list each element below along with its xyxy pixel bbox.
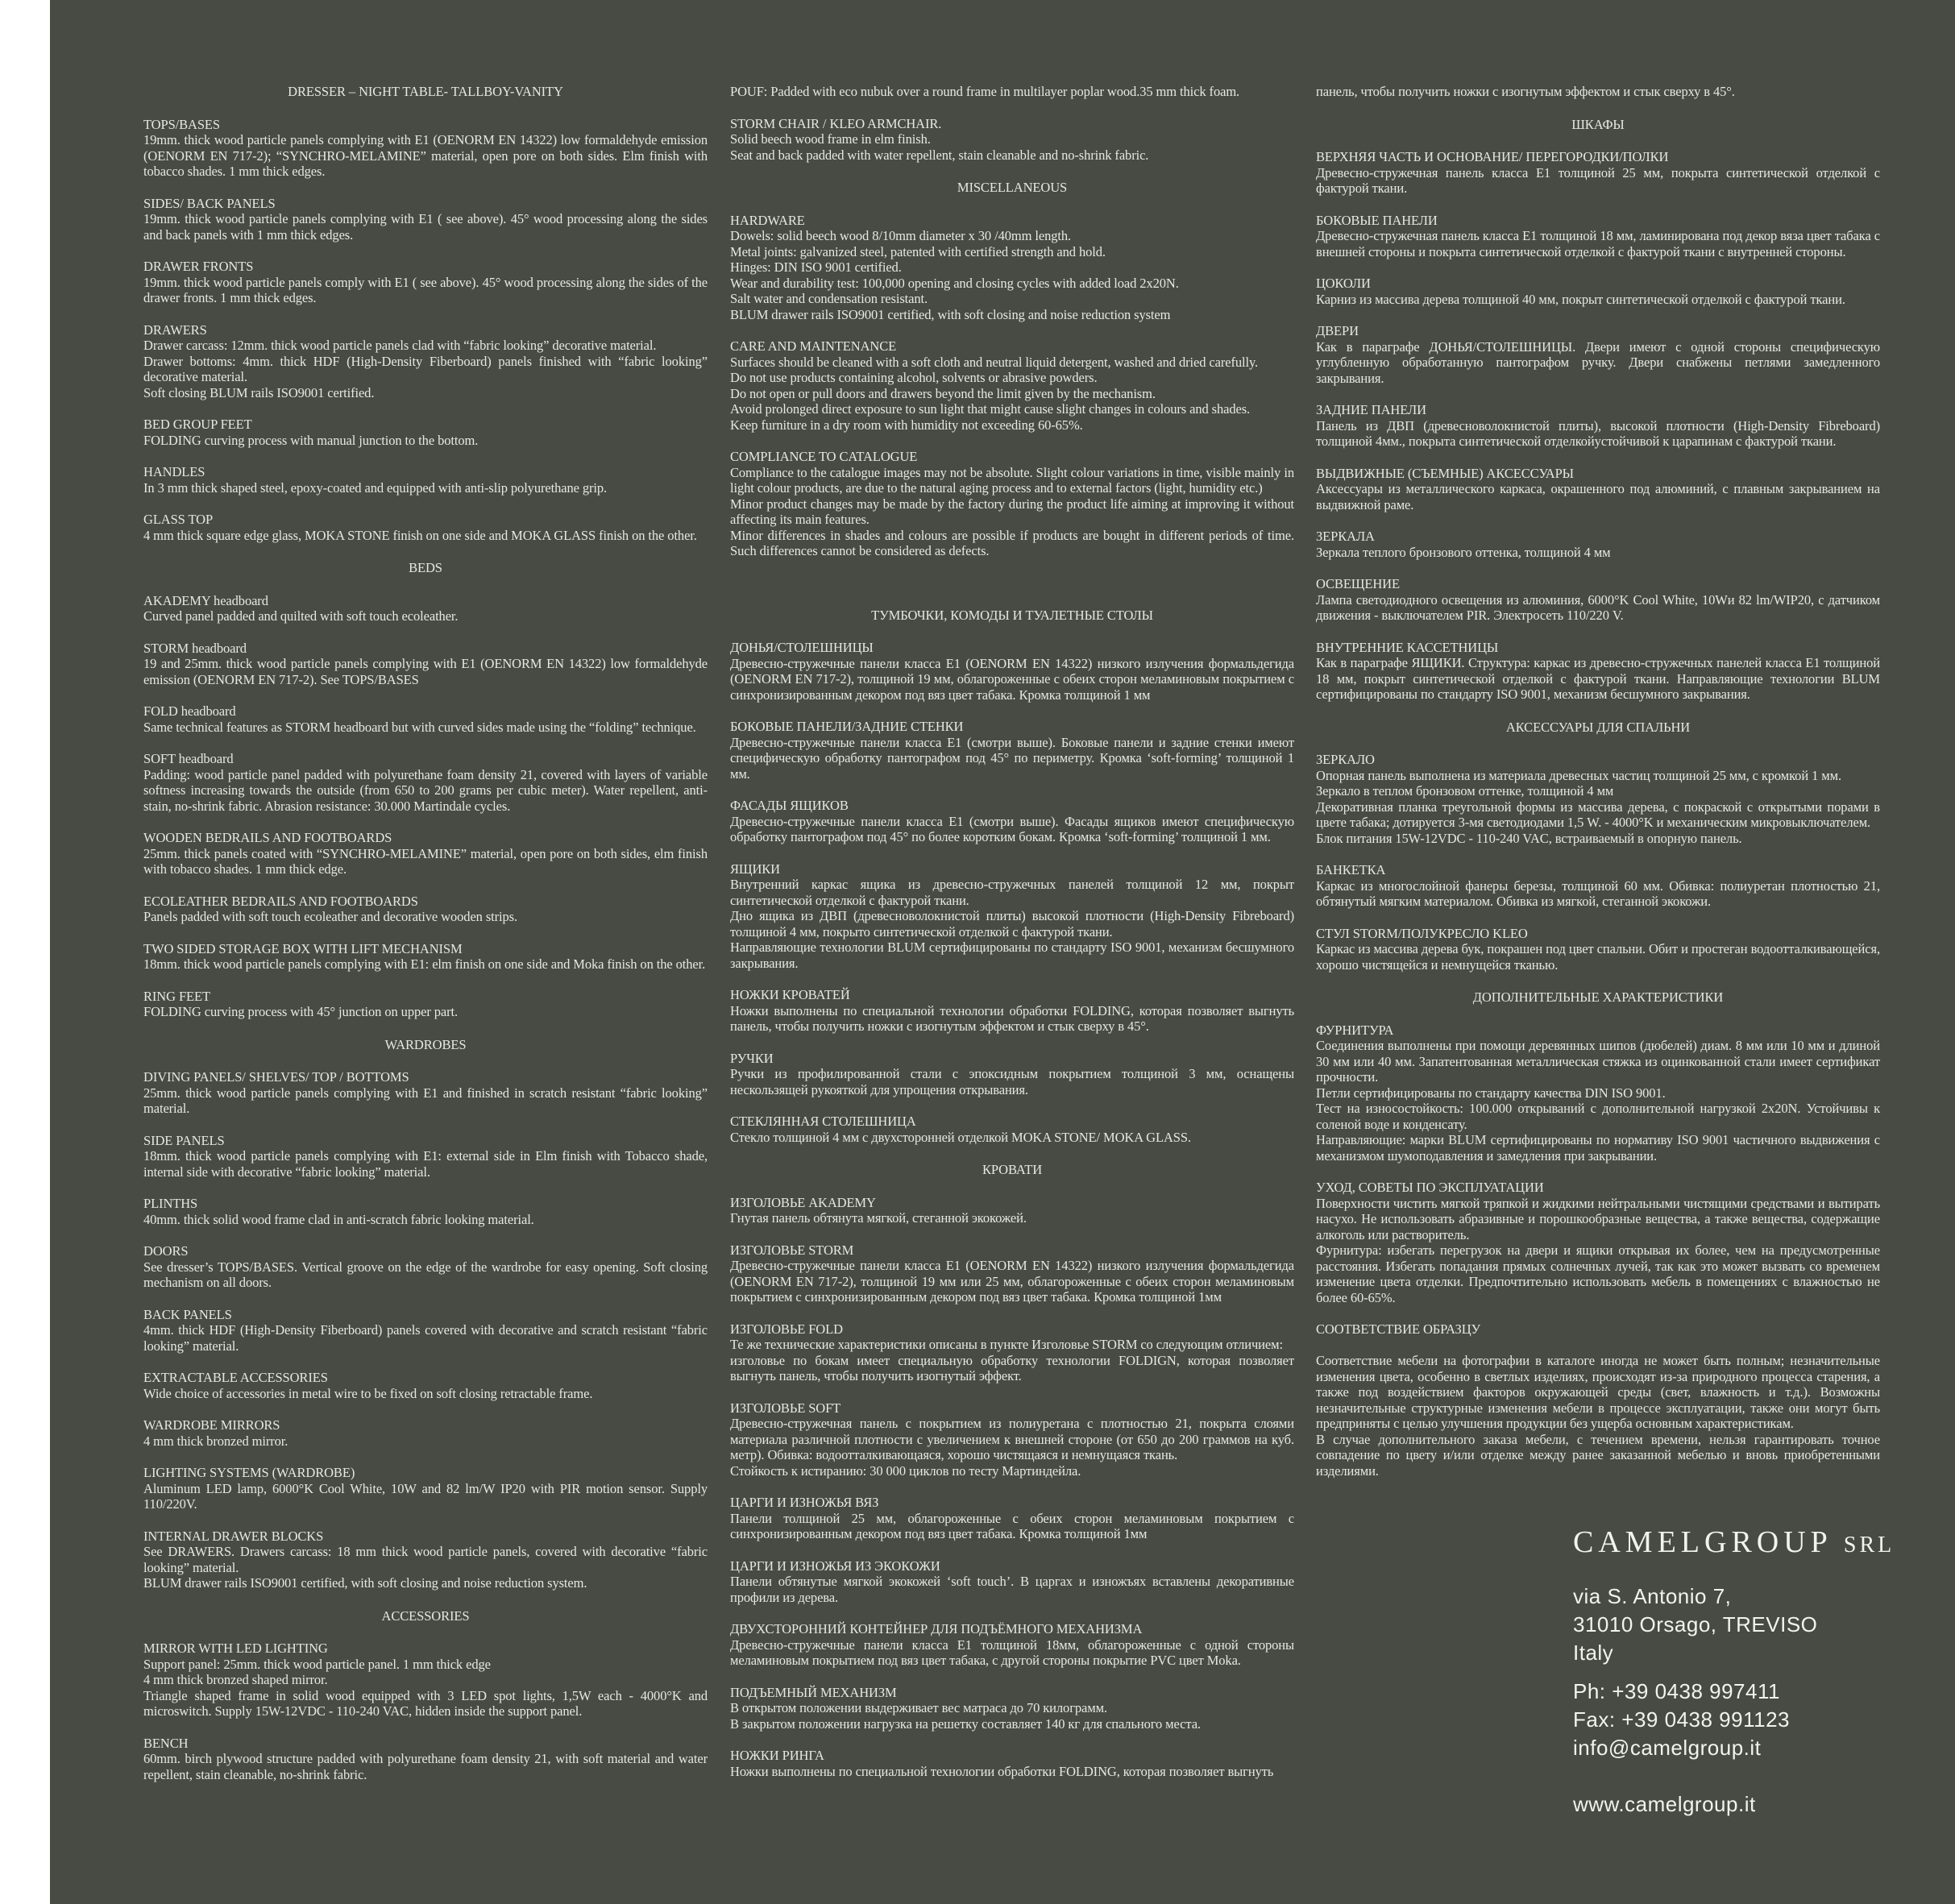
section-heading: ФАСАДЫ ЯЩИКОВ — [730, 798, 849, 813]
section-heading: ЦОКОЛИ — [1316, 276, 1371, 291]
section-title: DRESSER – NIGHT TABLE- TALLBOY-VANITY — [288, 84, 563, 99]
section-heading: TOPS/BASES — [143, 116, 220, 132]
paragraph-line: Wide choice of accessories in metal wire to be fixed on soft closing retractable frame. — [143, 1385, 593, 1401]
paragraph-line: 19mm. thick wood particle panels comply with E1 ( see above). 45° wood processing along the sides of the drawer fronts. 1 mm thick edges. — [143, 274, 708, 305]
paragraph-line: Внутренний каркас ящика из древесно-стружечных панелей толщиной 12 мм, покрыт синтетической отделкой с фактурой ткани. — [730, 877, 1294, 908]
section-heading: LIGHTING SYSTEMS (WARDROBE) — [143, 1465, 355, 1480]
section-heading: ВЕРХНЯЯ ЧАСТЬ И ОСНОВАНИЕ/ ПЕРЕГОРОДКИ/ПОЛКИ — [1316, 149, 1669, 164]
section-heading: DRAWER FRONTS — [143, 259, 254, 274]
paragraph-line: BLUM drawer rails ISO9001 certified, with soft closing and noise reduction system — [730, 306, 1171, 322]
paragraph-line: Стойкость к истиранию: 30 000 циклов по тесту Мартиндейла. — [730, 1462, 1081, 1479]
paragraph-line: 60mm. birch plywood structure padded with polyurethane foam density 21, with soft material and water repellent, stain cleanable, no-shrink fabric. — [143, 1751, 708, 1782]
paragraph-line: Do not use products containing alcohol, solvents or abrasive powders. — [730, 370, 1098, 385]
paragraph-line: Дно ящика из ДВП (древесноволокнистой плиты) высокой плотности (High-Density Fibreboard) толщиной 4 мм, покрыто синтетической отделкой с фактурой ткани. — [730, 908, 1294, 940]
paragraph-line: 19mm. thick wood particle panels complying with E1 ( see above). 45° wood processing along the sides and back panels with 1 mm thick edges. — [143, 211, 708, 243]
section-title: ШКАФЫ — [1571, 116, 1625, 132]
paragraph-line: Каркас из многослойной фанеры березы, толщиной 60 мм. Обивка: полиуретан плотностью 21, обтянутый мягким материалом. Обивка из мягкой, стеганной экокожи. — [1316, 877, 1880, 909]
section-heading: ПОДЪЕМНЫЙ МЕХАНИЗМ — [730, 1684, 897, 1700]
section-heading: STORM CHAIR / KLEO ARMCHAIR. — [730, 115, 942, 131]
paragraph-line: В случае дополнительного заказа мебели, с течением времени, нельзя гарантировать точное совпадение по цвету и/или отделке между ранее заказанной мебелью и вновь приобретенными изделиями. — [1316, 1431, 1880, 1479]
paragraph-line: 4 mm thick bronzed mirror. — [143, 1433, 288, 1449]
section-heading: ИЗГОЛОВЬЕ SOFT — [730, 1400, 841, 1416]
section-heading: FOLD headboard — [143, 703, 236, 719]
section-title: ТУМБОЧКИ, КОМОДЫ И ТУАЛЕТНЫЕ СТОЛЫ — [871, 607, 1153, 623]
paragraph-line: Keep furniture in a dry room with humidity not exceeding 60-65%. — [730, 417, 1083, 433]
paragraph-line: Do not open or pull doors and drawers beyond the limit given by the mechanism. — [730, 385, 1156, 401]
column-english-misc-russian-dressers-beds — [730, 84, 1294, 1779]
paragraph-line: Панели толщиной 25 мм, облагороженные с обеих сторон меламиновым покрытием с синхронизированным декором под вяз цвет табака. Кромка толщиной 1мм — [730, 1510, 1294, 1541]
paragraph-line: BLUM drawer rails ISO9001 certified, with soft closing and noise reduction system. — [143, 1575, 587, 1591]
paragraph-line: Same technical features as STORM headboard but with curved sides made using the “folding” technique. — [143, 719, 696, 735]
paragraph-line: панель, чтобы получить ножки с изогнутым эффектом и стык сверху в 45°. — [1316, 84, 1735, 99]
paragraph-line: 18mm. thick wood particle panels complying with E1: elm finish on one side and Moka finish on the other. — [143, 956, 706, 972]
section-heading: GLASS TOP — [143, 512, 214, 527]
section-heading: УХОД, СОВЕТЫ ПО ЭКСПЛУАТАЦИИ — [1316, 1180, 1544, 1195]
paragraph-line: изголовье по бокам имеет специальную обработку технологии FOLDIGN, которая позволяет выгнуть панель, чтобы получить изогнутый эффект. — [730, 1352, 1294, 1383]
section-title: MISCELLANEOUS — [957, 180, 1068, 195]
paragraph-line: 4 mm thick square edge glass, MOKA STONE finish on one side and MOKA GLASS finish on the other. — [143, 527, 697, 543]
section-heading: EXTRACTABLE ACCESSORIES — [143, 1370, 328, 1385]
paragraph-line: Каркас из массива дерева бук, покрашен под цвет спальни. Обит и простеган водоотталкивающейся, хорошо чистящейся и немнущейся тканью. — [1316, 941, 1880, 973]
section-heading: WOODEN BEDRAILS AND FOOTBOARDS — [143, 830, 392, 845]
paragraph-line: Карниз из массива дерева толщиной 40 мм, покрыт синтетической отделкой с фактурой ткани. — [1316, 291, 1845, 307]
brand-fax: Fax: +39 0438 991123 — [1573, 1707, 1791, 1732]
brand-address-line: via S. Antonio 7, — [1573, 1584, 1732, 1608]
section-heading: ИЗГОЛОВЬЕ STORM — [730, 1242, 854, 1258]
section-heading: PLINTHS — [143, 1196, 198, 1211]
section-heading: RING FEET — [143, 988, 210, 1004]
brand-email: info@camelgroup.it — [1573, 1736, 1762, 1760]
section-heading: ЯЩИКИ — [730, 861, 780, 877]
paragraph-line: Соответствие мебели на фотографии в каталоге иногда не может быть полным; незначительные изменения цвета, особенно в светлых изделиях, происходят из-за природного процесса старения, а также под воздействием факторов окружающей среды (свет, влажность и т.д.). Возможны незначительные структурные изменения мебели в процессе эксплуатации, также они могут быть предприняты с целью улучшения продукции без ущерба основным характеристикам. — [1316, 1353, 1880, 1431]
section-heading: COMPLIANCE TO CATALOGUE — [730, 449, 918, 464]
section-heading: ЦАРГИ И ИЗНОЖЬЯ ВЯЗ — [730, 1495, 879, 1510]
paragraph-line: Padding: wood particle panel padded with polyurethane foam density 21, covered with layers of variable softness increasing towards the outside (from 650 to 200 grams per cubic meter). Water repellent, anti-stain, no-shrink fabric. Abrasion resistance: 30.000 Martindale cycles. — [143, 766, 708, 814]
section-heading: SIDES/ BACK PANELS — [143, 195, 276, 211]
paragraph-line: FOLDING curving process with manual junction to the bottom. — [143, 432, 479, 448]
section-heading: ДОНЬЯ/СТОЛЕШНИЦЫ — [730, 640, 874, 655]
section-heading: STORM headboard — [143, 640, 247, 656]
paragraph-line: Triangle shaped frame in solid wood equipped with 3 LED spot lights, 1,5W each - 4000°K and microswitch. Supply 15W-12VDC - 110-240 VAC, hidden inside the support panel. — [143, 1687, 708, 1719]
section-heading: DRAWERS — [143, 321, 207, 338]
section-heading: СТЕКЛЯННАЯ СТОЛЕШНИЦА — [730, 1114, 916, 1129]
paragraph-line: Древесно-стружечные панели класса Е1 (OENORM EN 14322) низкого излучения формальдегида (OENORM EN 717-2), толщиной 19 мм или 25 мм, облагороженные с обеих сторон меламиновым покрытием с синхронизированным декором под вяз цвет табака. Кромка толщиной 1мм — [730, 1258, 1294, 1305]
section-heading: MIRROR WITH LED LIGHTING — [143, 1641, 328, 1656]
paragraph-line: Древесно-стружечная панель класса Е1 толщиной 25 мм, покрыта синтетической отделкой с фактурой ткани. — [1316, 164, 1880, 196]
paragraph-line: Лампа светодиодного освещения из алюминия, 6000°K Cool White, 10Wи 82 lm/WIP20, с датчиком движения - выключателем PIR. Электросеть 110/220 V. — [1316, 591, 1880, 623]
paragraph-line: Петли сертифицированы по стандарту качества DIN ISO 9001. — [1316, 1085, 1666, 1101]
paragraph-line: Ножки выполнены по специальной технологии обработки FOLDING, которая позволяет выгнуть — [730, 1763, 1274, 1779]
section-heading: БАНКЕТКА — [1316, 862, 1386, 877]
section-heading: СТУЛ STORM/ПОЛУКРЕСЛО KLEO — [1316, 925, 1528, 941]
section-title: WARDROBES — [384, 1036, 467, 1052]
paragraph-line: Поверхности чистить мягкой тряпкой и жидкими нейтральными чистящими средствами и вытирать насухо. Не использовать абразивные и порошкообразные вещества, а также вещества, содержащие алкоголь или растворитель. — [1316, 1195, 1880, 1242]
paragraph-line: Блок питания 15W-12VDC - 110-240 VAC, встраиваемый в опорную панель. — [1316, 830, 1742, 846]
paragraph-line: Тест на износостойкость: 100.000 открываний с дополнительной нагрузкой 2x20N. Устойчивы к соленой воде и конденсату. — [1316, 1101, 1880, 1132]
section-heading: ДВУХСТОРОННИЙ КОНТЕЙНЕР ДЛЯ ПОДЪЁМНОГО МЕХАНИЗМА — [730, 1621, 1143, 1636]
paragraph-line: Древесно-стружечные панели класса Е1 толщиной 18мм, облагороженные с одной стороны меламиновым покрытием под вяз цвет табака, с другой стороны покрытие PVC цвет Moka. — [730, 1636, 1294, 1668]
section-heading: ИЗГОЛОВЬЕ AKADEMY — [730, 1194, 876, 1210]
section-heading: БОКОВЫЕ ПАНЕЛИ — [1316, 212, 1438, 228]
section-heading: TWO SIDED STORAGE BOX WITH LIFT MECHANISM — [143, 940, 463, 956]
section-heading: ОСВЕЩЕНИЕ — [1316, 576, 1400, 591]
section-title: BEDS — [409, 560, 442, 575]
paragraph-line: Ножки выполнены по специальной технологии обработки FOLDING, которая позволяет выгнуть панель, чтобы получить ножки с изогнутым эффектом и стык сверху в 45°. — [730, 1002, 1294, 1034]
brand-address-line: Italy — [1573, 1641, 1614, 1665]
brand-address-line: 31010 Orsago, TREVISO — [1573, 1612, 1818, 1636]
brand-address — [1573, 1583, 1895, 1667]
paragraph-line: Направляющие технологии BLUM сертифицированы по стандарту ISO 9001, механизм бесшумного закрывания. — [730, 940, 1294, 971]
paragraph-line: Те же технические характеристики описаны в пункте Изголовье STORM со следующим отличием: — [730, 1337, 1283, 1352]
column-english-dresser-beds-wardrobes — [143, 84, 708, 1782]
brand-block — [1573, 1524, 1895, 1817]
page-left-margin — [0, 0, 50, 1904]
section-title: АКСЕССУАРЫ ДЛЯ СПАЛЬНИ — [1505, 719, 1691, 735]
column-russian-wardrobes-accessories — [1316, 84, 1880, 1479]
paragraph-line: Древесно-стружечные панели класса Е1 (OENORM EN 14322) низкого излучения формальдегида (OENORM EN 717-2), толщиной 19 мм, облагороженные с обеих сторон меламиновым покрытием с синхронизированным декором под вяз цвет табака. Кромка толщиной 1 мм — [730, 655, 1294, 703]
section-heading: НОЖКИ КРОВАТЕЙ — [730, 987, 850, 1002]
brand-contacts — [1573, 1678, 1895, 1762]
paragraph-line: In 3 mm thick shaped steel, epoxy-coated and equipped with anti-slip polyurethane grip. — [143, 479, 608, 496]
paragraph-line: Как в параграфе ДОНЬЯ/СТОЛЕШНИЦЫ. Двери имеют с одной стороны специфическую углубленную обработанную пантографом ручку. Двери снабжены петлями замедленного закрывания. — [1316, 338, 1880, 386]
section-heading: ВНУТРЕННИЕ КАССЕТНИЦЫ — [1316, 639, 1499, 655]
paragraph-line: 19 and 25mm. thick wood particle panels complying with E1 (OENORM EN 14322) low formaldehyde emission (OENORM EN 717-2). See TOPS/BASES — [143, 656, 708, 687]
brand-name-suffix: SRL — [1843, 1533, 1895, 1558]
section-heading: БОКОВЫЕ ПАНЕЛИ/ЗАДНИЕ СТЕНКИ — [730, 719, 964, 734]
section-heading: ECOLEATHER BEDRAILS AND FOOTBOARDS — [143, 893, 418, 909]
paragraph-line: See dresser’s TOPS/BASES. Vertical groove on the edge of the wardrobe for easy opening. Soft closing mechanism on all doors. — [143, 1259, 708, 1290]
paragraph-line: 4 mm thick bronzed shaped mirror. — [143, 1672, 328, 1687]
paragraph-line: Декоративная планка треугольной формы из массива дерева, с покраской с открытыми порами в цвете табака; дотируется 3-мя светодиодами 1,5 W. - 4000°K и механическим микровыключателем. — [1316, 799, 1880, 830]
paragraph-line: Drawer bottoms: 4mm. thick HDF (High-Density Fiberboard) panels finished with “fabric looking” decorative material. — [143, 353, 708, 384]
section-heading: СООТВЕТСТВИЕ ОБРАЗЦУ — [1316, 1321, 1481, 1337]
paragraph-line: Гнутая панель обтянута мягкой, стеганной экокожей. — [730, 1210, 1027, 1226]
section-heading: ЗЕРКАЛА — [1316, 529, 1375, 544]
paragraph-line: Древесно-стружечные панели класса Е1 (смотри выше). Фасады ящиков имеют специфическую обработку пантографом под 45° по более коротким бокам. Кромка ‘soft-forming’ толщиной 1 мм. — [730, 813, 1294, 844]
paragraph-line: FOLDING curving process with 45° junction on upper part. — [143, 1004, 459, 1019]
paragraph-line: Solid beech wood frame in elm finish. — [730, 131, 931, 147]
section-heading: ДВЕРИ — [1316, 323, 1359, 338]
spacer — [730, 559, 1294, 591]
paragraph-line: 40mm. thick solid wood frame clad in anti-scratch fabric looking material. — [143, 1211, 534, 1227]
section-heading: ИЗГОЛОВЬЕ FOLD — [730, 1321, 843, 1337]
paragraph-line: 19mm. thick wood particle panels complying with E1 (OENORM EN 14322) low formaldehyde emission (OENORM EN 717-2); “SYNCHRO-MELAMINE” material, open pore on both sides. Elm finish with tobacco shades. 1 mm thick edges. — [143, 132, 708, 179]
paragraph-line: Аксессуары из металлического каркаса, окрашенного под алюминий, с плавным закрыванием на выдвижной раме. — [1316, 481, 1880, 512]
paragraph-line: Seat and back padded with water repellent, stain cleanable and no-shrink fabric. — [730, 147, 1149, 163]
paragraph-line: Soft closing BLUM rails ISO9001 certified. — [143, 384, 375, 400]
section-heading: BENCH — [143, 1735, 189, 1751]
paragraph-line: Avoid prolonged direct exposure to sun light that might cause slight changes in colours and shades. — [730, 401, 1251, 417]
paragraph-line: Curved panel padded and quilted with soft touch ecoleather. — [143, 608, 459, 624]
paragraph-line: Metal joints: galvanized steel, patented with certified strength and hold. — [730, 243, 1106, 259]
section-heading: ЗЕРКАЛО — [1316, 752, 1375, 767]
section-heading: BED GROUP FEET — [143, 417, 252, 432]
paragraph-line: See DRAWERS. Drawers carcass: 18 mm thick wood particle panels, covered with decorative “fabric looking” material. — [143, 1544, 708, 1575]
paragraph-line: Соединения выполнены при помощи деревянных шипов (дюбелей) диам. 8 мм или 10 мм и длиной 30 мм или 40 мм. Запатентованная металлическая стяжка из оцинкованной стали имеет сертификат прочности. — [1316, 1038, 1880, 1085]
paragraph-line: Фурнитура: избегать перегрузок на двери и ящики открывая их более, чем на предусмотренные расстояния. Избегать попадания прямых солнечных лучей, так как это может вызвать со временем изменение цвета отделки. Предпочтительно использовать мебель в помещениях с влажностью не более 60-65%. — [1316, 1242, 1880, 1305]
section-title: ДОПОЛНИТЕЛЬНЫЕ ХАРАКТЕРИСТИКИ — [1472, 989, 1724, 1005]
section-heading: НОЖКИ РИНГА — [730, 1748, 824, 1763]
paragraph-line: Minor product changes may be made by the factory during the product life aiming at improving it without affecting its main features. — [730, 496, 1294, 527]
brand-phone: Ph: +39 0438 997411 — [1573, 1679, 1780, 1703]
spacer — [1316, 1338, 1880, 1354]
paragraph-line: Dowels: solid beech wood 8/10mm diameter x 30 /40mm length. — [730, 228, 1072, 243]
paragraph-line: Hinges: DIN ISO 9001 certified. — [730, 259, 902, 275]
brand-website: www.camelgroup.it — [1573, 1792, 1756, 1816]
paragraph-line: 25mm. thick wood particle panels complying with E1 and finished in scratch resistant “fabric looking” material. — [143, 1085, 708, 1116]
section-heading: ЗАДНИЕ ПАНЕЛИ — [1316, 402, 1426, 417]
section-heading: SOFT headboard — [143, 751, 234, 766]
paragraph-line: Направляющие: марки BLUM сертифицированы по нормативу ISO 9001 частичного выдвижения с механизмом шумоподавления и замедления при закрывании. — [1316, 1132, 1880, 1164]
brand-name — [1573, 1524, 1895, 1560]
section-heading: DOORS — [143, 1243, 189, 1259]
paragraph-line: Ручки из профилированной стали с эпоксидным покрытием толщиной 3 мм, оснащены нескользящей рукояткой для упрощения открывания. — [730, 1066, 1294, 1097]
paragraph-line: Panels padded with soft touch ecoleather and decorative wooden strips. — [143, 909, 518, 924]
paragraph-line: Зеркала теплого бронзового оттенка, толщиной 4 мм — [1316, 544, 1611, 560]
paragraph-line: Стекло толщиной 4 мм с двухсторонней отделкой MOKA STONE/ MOKA GLASS. — [730, 1129, 1191, 1145]
paragraph-line: 25mm. thick panels coated with “SYNCHRO-MELAMINE” material, open pore on both sides, elm finish with tobacco shades. 1 mm thick edge. — [143, 845, 708, 877]
paragraph-line: В закрытом положении нагрузка на решетку составляет 140 кг для спального места. — [730, 1715, 1201, 1732]
paragraph-line: Панель из ДВП (древесноволокнистой плиты), высокой плотности (High-Density Fibreboard) толщиной 4мм., покрыта синтетической отделкойустойчивой к царапинам с фактурой ткани. — [1316, 417, 1880, 449]
paragraph-line: Панели обтянутые мягкой экокожей ‘soft touch’. В царгах и изножъях вставлены декоративные профили из дерева. — [730, 1574, 1294, 1605]
section-title: ACCESSORIES — [381, 1607, 470, 1624]
section-heading: HARDWARE — [730, 212, 805, 228]
section-heading: AKADEMY headboard — [143, 592, 268, 608]
paragraph-line: POUF: Padded with eco nubuk over a round frame in multilayer poplar wood.35 mm thick foam. — [730, 84, 1240, 99]
paragraph-line: Зеркало в теплом бронзовом оттенке, толщиной 4 мм — [1316, 783, 1614, 799]
paragraph-line: Support panel: 25mm. thick wood particle panel. 1 mm thick edge — [143, 1656, 491, 1672]
brand-name-main: CAMELGROUP — [1573, 1525, 1832, 1559]
section-heading: CARE AND MAINTENANCE — [730, 338, 897, 354]
paragraph-line: Опорная панель выполнена из материала древесных частиц толщиной 25 мм, с кромкой 1 мм. — [1316, 767, 1841, 783]
paragraph-line: 18mm. thick wood particle panels complying with E1: external side in Elm finish with Tobacco shade, internal side with decorative “fabric looking” material. — [143, 1148, 708, 1180]
section-heading: BACK PANELS — [143, 1306, 232, 1322]
section-title: КРОВАТИ — [982, 1162, 1043, 1177]
section-heading: РУЧКИ — [730, 1050, 774, 1066]
paragraph-line: Aluminum LED lamp, 6000°K Cool White, 10W and 82 lm/W IP20 with PIR motion sensor. Supply 110/220V. — [143, 1480, 708, 1512]
paragraph-line: Wear and durability test: 100,000 opening and closing cycles with added load 2x20N. — [730, 275, 1179, 291]
paragraph-line: Древесно-стружечные панели класса Е1 (смотри выше). Боковые панели и задние стенки имеют специфическую обработку пантографом под 45° по периметру. Кромка ‘soft-forming’ толщиной 1 мм. — [730, 734, 1294, 782]
paragraph-line: В открытом положении выдерживает вес матраса до 70 килограмм. — [730, 1700, 1107, 1715]
paragraph-line: Drawer carcass: 12mm. thick wood particle panels clad with “fabric looking” decorative material. — [143, 338, 657, 353]
section-heading: HANDLES — [143, 464, 205, 479]
section-heading: SIDE PANELS — [143, 1132, 225, 1148]
paragraph-line: Surfaces should be cleaned with a soft cloth and neutral liquid detergent, washed and dried carefully. — [730, 354, 1259, 370]
section-heading: ЦАРГИ И ИЗНОЖЬЯ ИЗ ЭКОКОЖИ — [730, 1558, 940, 1574]
paragraph-line: Salt water and condensation resistant. — [730, 291, 928, 306]
section-heading: ФУРНИТУРА — [1316, 1022, 1394, 1038]
paragraph-line: Minor differences in shades and colours are possible if products are bought in different periods of time. Such differences cannot be considered as defects. — [730, 527, 1294, 558]
paragraph-line: Как в параграфе ЯЩИКИ. Структура: каркас из древесно-стружечных панелей класса Е1 толщиной 18 мм, покрыт синтетической отделкой с фактурой ткани. Направляющие технологии BLUM сертифицированы по стандарту ISO 9001, механизм бесшумного закрывания. — [1316, 655, 1880, 702]
section-heading: DIVING PANELS/ SHELVES/ TOP / BOTTOMS — [143, 1069, 409, 1085]
paragraph-line: Древесно-стружечная панель с покрытием из полиуретана с плотностью 21, покрыта слоями материала различной плотности с увеличением к внешней стороне (от 650 до 200 граммов на куб. метр). Обивка: водоотталкивающаяся, хорошо чистящаяся и немнущаяся ткань. — [730, 1416, 1294, 1462]
section-heading: WARDROBE MIRRORS — [143, 1417, 280, 1433]
section-heading: ВЫДВИЖНЫЕ (СЪЕМНЫЕ) АКСЕССУАРЫ — [1316, 465, 1574, 481]
paragraph-line: Древесно-стружечная панель класса Е1 толщиной 18 мм, ламинирована под декор вяза цвет табака с внешней стороны и покрыта синтетической отделкой с фактурой ткани с внутренней стороны. — [1316, 228, 1880, 259]
section-heading: INTERNAL DRAWER BLOCKS — [143, 1528, 324, 1544]
paragraph-line: 4mm. thick HDF (High-Density Fiberboard) panels covered with decorative and scratch resistant “fabric looking” material. — [143, 1322, 708, 1354]
paragraph-line: Compliance to the catalogue images may not be absolute. Slight colour variations in time, visible mainly in light colour products, are due to the natural aging process and to external factors (light, humidity etc.) — [730, 464, 1294, 496]
